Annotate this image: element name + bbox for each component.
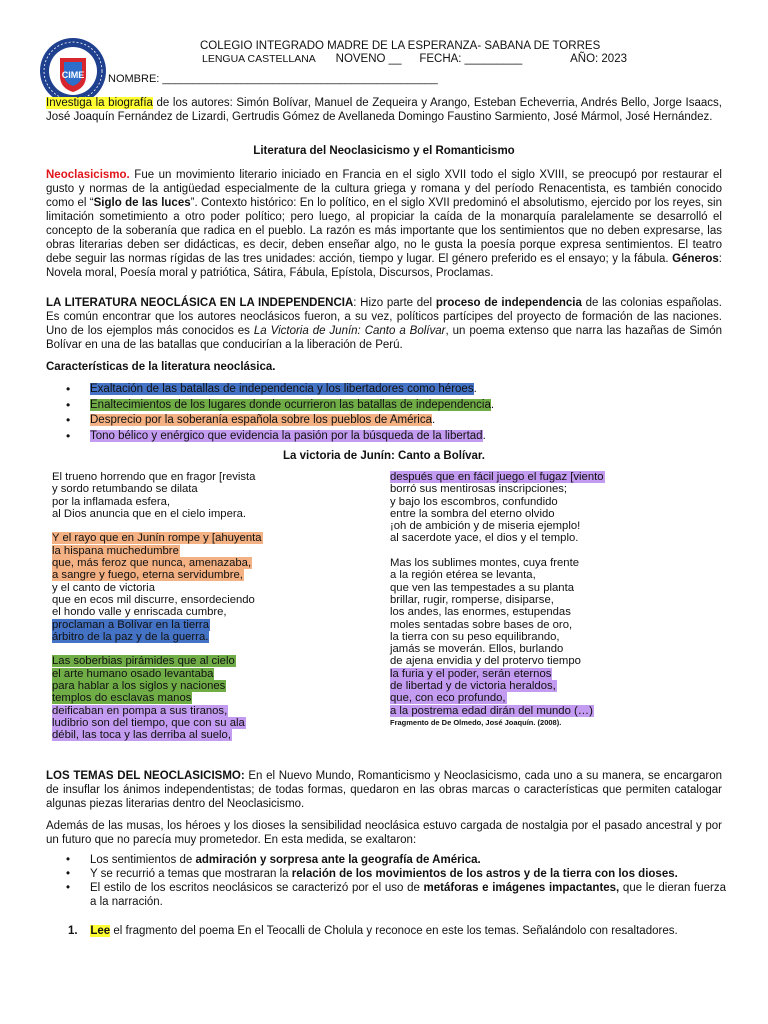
list-item [66, 881, 726, 909]
poem-line [390, 471, 605, 483]
poem-line-text: deificaban en pompa a sus tiranos, [52, 704, 228, 717]
poem-line [390, 569, 605, 581]
poem-line [390, 692, 605, 704]
poem-line [52, 557, 263, 569]
poem-line [390, 680, 605, 692]
header-line [202, 53, 627, 66]
poem-line [52, 619, 263, 631]
poem-line [390, 557, 605, 569]
poem-line [390, 532, 605, 544]
neo-text-1: Fue un movimiento literario iniciado en Francia en el siglo XVII todo el siglo XVIII, se preocupó por restaurar el gusto y normas de la antigüedad especialmente de la cultura griega y romana y del período Renacentista, es también conocido como el “ [46, 169, 722, 209]
poem-line [52, 717, 263, 729]
neoclasicismo-term: Neoclasicismo. [46, 169, 130, 181]
poem-line [390, 619, 605, 631]
poem-line-text: a sangre y fuego, eterna servidumbre, [52, 569, 243, 582]
poem-caption: Fragmento de De Olmedo, José Joaquín. (2008). [390, 717, 562, 727]
item-text: Tono bélico y enérgico que evidencia la pasión por la búsqueda de la libertad [90, 429, 483, 442]
poem-line [52, 631, 263, 643]
grade: NOVENO __ [335, 53, 402, 65]
poem-line-text: entre la sombra del eterno olvido [390, 507, 555, 520]
poem-line [390, 483, 605, 495]
poem-line [390, 545, 605, 557]
poem-line [52, 496, 263, 508]
poem-line [390, 705, 605, 717]
poem-line-text: de ajena envidia y del protervo tiempo [390, 655, 581, 668]
ind-text-3: , un poema extenso que narra las hazañas de Simón Bolívar en una de las batallas que conducirían a la liberación de Perú. [46, 325, 722, 351]
poem-line-text: la tierra con su peso equilibrando, [390, 630, 560, 643]
poem-line [52, 643, 263, 655]
item-text: Y se recurrió a temas que mostraran la [90, 868, 292, 880]
item-bold: admiración y sorpresa ante la geografía de América. [195, 854, 481, 866]
poem-line-text: después que en fácil juego el fugaz [viento [390, 471, 604, 483]
date-field: FECHA: _________ [419, 53, 523, 65]
poem-line-text: para hablar a los siglos y naciones [52, 680, 226, 693]
poem-line [52, 532, 263, 544]
ind-text-1: : Hizo parte del [353, 297, 436, 309]
poem-line [52, 606, 263, 618]
poem-line-text: moles sentadas sobre bases de oro, [390, 618, 573, 631]
list-item: • Tono bélico y enérgico que evidencia la pasión por la búsqueda de la libertad. [66, 429, 726, 445]
poem-line-text: débil, las toca y las derriba al suelo, [52, 729, 231, 742]
logo-mark: CIME [61, 70, 85, 80]
poem-line-text: al Dios anuncia que en el cielo impera. [52, 507, 247, 520]
temas-heading: LOS TEMAS DEL NEOCLASICISMO: [46, 770, 245, 782]
task-number: 1. [68, 925, 78, 937]
list-item: • Desprecio por la soberanía española sobre los pueblos de América. [66, 413, 726, 429]
list-item [66, 853, 726, 867]
poem-line-text: brillar, rugir, romperse, disiparse, [390, 593, 554, 606]
poem-line [52, 508, 263, 520]
neoclasicismo-paragraph [46, 168, 722, 280]
generos-label: Géneros [672, 253, 719, 265]
poem-line [390, 655, 605, 667]
item-text: Enaltecimientos de los lugares donde ocurrieron las batallas de independencia [90, 398, 491, 411]
poem-line [390, 631, 605, 643]
item-bold: metáforas e imágenes impactantes, [423, 882, 620, 894]
poem-line-text: borró sus mentirosas inscripciones; [390, 483, 568, 496]
poem-line-text: y bajo los escombros, confundido [390, 495, 558, 508]
neo-text-3: : Novela moral, Poesía moral y patriótica, Sátira, Fábula, Epístola, Discursos, Proclamas. [46, 253, 722, 279]
poem-line-text: la furia y el poder, serán eternos [390, 667, 552, 680]
list-item: • Exaltación de las batallas de independencia y los libertadores como héroes. [66, 382, 726, 398]
poem-line [52, 594, 263, 606]
temas-text: En el Nuevo Mundo, Romanticismo y Neoclasicismo, cada uno a su manera, se encargaron de insuflar los ánimos independentistas; de todas formas, quedaron en las obras marcas o características que permiten catalogar algunas piezas literarias dentro del Neoclasicismo. [46, 770, 722, 810]
poem-line-text: que en ecos mil discurre, ensordeciendo [52, 593, 255, 606]
poem-line-text: los andes, las enormes, estupendas [390, 606, 571, 619]
poem-line-text: de libertad y de victoria heraldos, [390, 680, 556, 693]
poem-title: La victoria de Junín: Canto a Bolívar. [283, 450, 485, 462]
list-item [66, 867, 726, 881]
task-1 [68, 925, 728, 937]
poem-left-column [52, 471, 263, 742]
section-title: Literatura del Neoclasicismo y el Romanticismo [253, 145, 515, 157]
poem-line-text: árbitro de la paz y de la guerra. [52, 630, 209, 643]
poem-line [52, 545, 263, 557]
poem-line [390, 606, 605, 618]
poem-line-text: y sordo retumbando se dilata [52, 483, 198, 496]
poem-line [52, 471, 263, 483]
item-text: El estilo de los escritos neoclásicos se caracterizó por el uso de [90, 882, 424, 894]
poem-line [52, 680, 263, 692]
item-text: Los sentimientos de [90, 854, 196, 866]
poem-line-text: que ven las tempestades a su planta [390, 581, 575, 594]
caracteristicas-list [66, 382, 726, 444]
poem-line [390, 582, 605, 594]
poem-line-text: proclaman a Bolívar en la tierra [52, 618, 209, 631]
task-text: el fragmento del poema En el Teocalli de Cholula y reconoce en este los temas. Señalándolo con resaltadores. [110, 925, 678, 937]
poem-line [390, 668, 605, 680]
poem-line [390, 520, 605, 532]
caracteristicas-title: Características de la literatura neoclásica. [46, 361, 276, 373]
poem-line-text: Y el rayo que en Junín rompe y [ahuyenta [52, 532, 262, 545]
intro-text: de los autores: Simón Bolívar, Manuel de Zequeira y Arango, Esteban Echeverria, Andrés Bello, Jorge Isaacs, José Joaquín Fernández de Lizardi, Gertrudis Gómez de Avellaneda Domingo Faustino Sarmiento, José Mármol, José Hernández. [46, 97, 722, 123]
musas-paragraph: Además de las musas, los héroes y los dioses la sensibilidad neoclásica estuvo cargada de nostalgia por el pasado ancestral y por un futuro que no parecía muy prometedor. En esta medida, se exaltaron: [46, 820, 722, 846]
list-item: • Enaltecimientos de los lugares donde ocurrieron las batallas de independencia. [66, 398, 726, 414]
poem-right-column [390, 471, 605, 729]
poem-reference: La Victoria de Junín: Canto a Bolívar [253, 325, 446, 337]
independencia-heading: LA LITERATURA NEOCLÁSICA EN LA INDEPENDENCIA [46, 297, 354, 309]
poem-line-text: ¡oh de ambición y de miseria ejemplo! [390, 520, 581, 533]
task-highlight: Lee [90, 925, 111, 937]
temas-list [66, 853, 726, 909]
ind-bold: proceso de independencia [435, 297, 582, 309]
poem-line [390, 496, 605, 508]
item-text: Desprecio por la soberanía española sobre los pueblos de América [90, 414, 433, 426]
poem-line [52, 705, 263, 717]
poem-line [52, 729, 263, 741]
poem-line-text: y el canto de victoria [52, 581, 155, 594]
temas-paragraph [46, 769, 722, 811]
poem-line [52, 582, 263, 594]
poem-line [390, 508, 605, 520]
poem-line-text: ludibrio son del tiempo, que con su ala [52, 716, 245, 729]
year: AÑO: 2023 [570, 53, 627, 65]
poem-line-text: el hondo valle y enriscada cumbre, [52, 606, 227, 619]
poem-line-text: al sacerdote yace, el dios y el templo. [390, 532, 579, 545]
poem-line [52, 668, 263, 680]
item-text: que le dieran fuerza a la narración. [90, 882, 726, 908]
poem-line-text: que, con eco profundo, [390, 692, 506, 705]
intro-highlight: Investiga la biografía [46, 97, 153, 109]
poem-line-text: templos do esclavas manos [52, 692, 192, 705]
poem-line-text: a la postrema edad dirán del mundo (…) [390, 704, 593, 717]
poem-line-text: Las soberbias pirámides que al cielo [52, 655, 235, 668]
poem-line-text: por la inflamada esfera, [52, 495, 171, 508]
intro-paragraph [46, 96, 722, 124]
poem-line [52, 655, 263, 667]
siglo-luces: Siglo de las luces [93, 197, 191, 209]
school-name: COLEGIO INTEGRADO MADRE DE LA ESPERANZA- SABANA DE TORRES [200, 40, 601, 52]
independencia-paragraph [46, 296, 722, 352]
name-field: NOMBRE: _____________________________________________ [108, 73, 438, 85]
item-bold: relación de los movimientos de los astros y de la tierra con los dioses. [291, 868, 678, 880]
poem-line-text: jamás se moverán. Ellos, burlando [390, 643, 564, 656]
poem-line-text: la hispana muchedumbre [52, 544, 179, 557]
poem-line-text: el arte humano osado levantaba [52, 667, 214, 680]
poem-line [52, 483, 263, 495]
neo-text-2: ”. Contexto histórico: En lo político, en el siglo XVII predominó el absolutismo, ejercido por los reyes, sin limitación sometimiento a otro poder político; pero luego, al propiciar la caída de la monarquía paralelamente se desarrolló el concepto de la soberanía que radica en el pueblo. La razón es más importante que los sentimientos que no deben expresarse, las obras literarias deben ser didácticas, es decir, deben enseñar algo, no le gusta la poesía porque expresa sentimientos. El teatro debe seguir las normas rígidas de las tres unidades: acción, tiempo y lugar. El género preferido es el ensayo; y la fábula. [46, 197, 722, 265]
ind-text-2: de las colonias españolas. Es común encontrar que los autores neoclásicos fueron, a su vez, políticos partícipes del proyecto de formación de las naciones. Uno de los ejemplos más conocidos es [46, 297, 723, 337]
poem-line-text: Mas los sublimes montes, cuya frente [390, 557, 579, 570]
poem-line-text: a la región etérea se levanta, [390, 569, 536, 582]
poem-line [390, 594, 605, 606]
poem-line-text: que, más feroz que nunca, amenazaba, [52, 557, 252, 570]
subject: LENGUA CASTELLANA [202, 53, 316, 65]
poem-line-text: El trueno horrendo que en fragor [revista [52, 471, 256, 483]
item-text: Exaltación de las batallas de independencia y los libertadores como héroes [90, 383, 474, 395]
poem-line [52, 692, 263, 704]
poem-line [390, 643, 605, 655]
poem-line [52, 520, 263, 532]
poem-line [52, 569, 263, 581]
